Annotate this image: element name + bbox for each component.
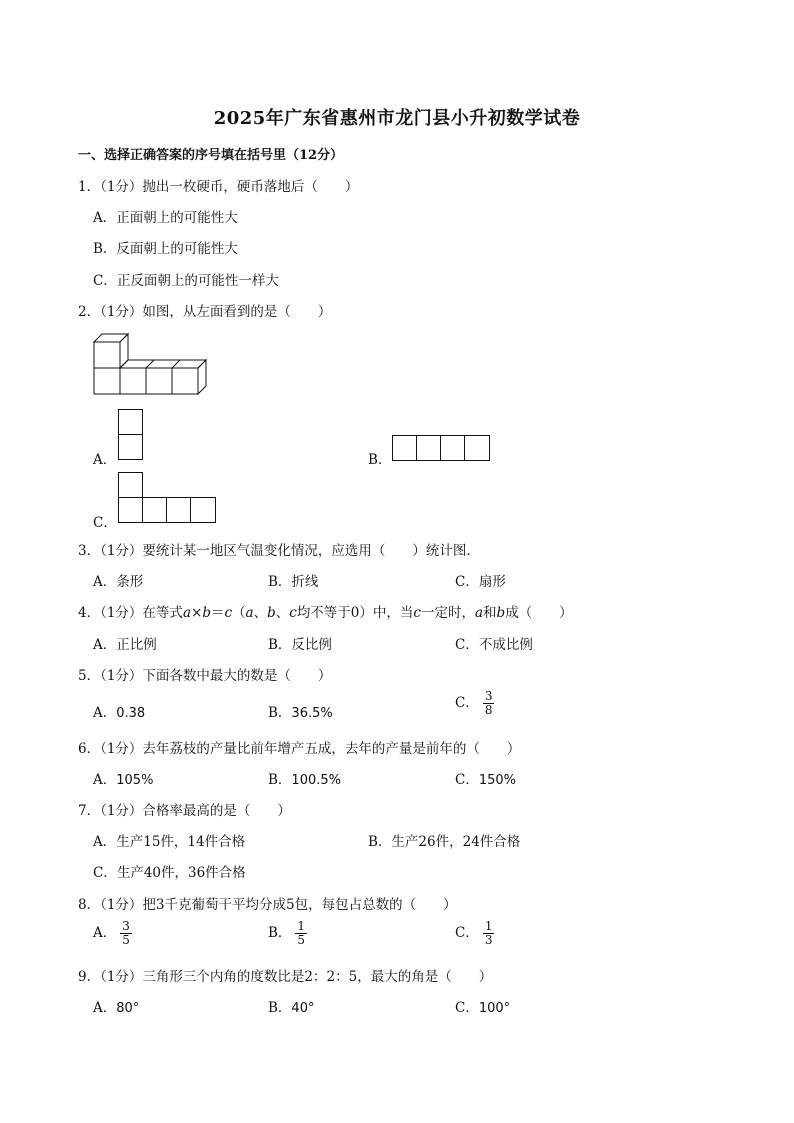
question-1-option-b[interactable]: B．反面朝上的可能性大 [93, 241, 238, 257]
fraction: $\frac{3}{5}$ [122, 919, 130, 947]
question-3-option-b[interactable]: B．折线 [268, 574, 319, 590]
question-5-option-c[interactable]: C． $\frac{3}{8}$ [455, 689, 493, 717]
question-4-option-c[interactable]: C．不成比例 [455, 637, 533, 653]
page-title: 2025年广东省惠州市龙门县小升初数学试卷 [213, 108, 581, 129]
question-7-option-c[interactable]: C．生产40件，36件合格 [93, 865, 246, 881]
option-b-figure [392, 435, 492, 461]
question-4-option-b[interactable]: B．反比例 [268, 637, 332, 653]
question-8-option-a[interactable]: A． $\frac{3}{5}$ [93, 919, 130, 947]
cube-stack-figure [92, 330, 214, 398]
question-4-stem: 4．（1分）在等式a×b＝c（a、b、c均不等于0）中，当c一定时，a和b成（ ） [78, 605, 573, 621]
question-5-option-a[interactable]: A．0.38 [93, 705, 146, 721]
question-5-option-b[interactable]: B．36.5% [268, 705, 333, 721]
question-3-option-c[interactable]: C．扇形 [455, 574, 506, 590]
question-1-stem: 1．（1分）抛出一枚硬币，硬币落地后（ ） [78, 179, 359, 195]
question-2-option-c[interactable]: C． [93, 515, 117, 531]
question-6-option-b[interactable]: B．100.5% [268, 772, 341, 788]
option-a-figure [118, 409, 144, 461]
question-8-stem: 8．（1分）把3千克葡萄干平均分成5包，每包占总数的（ ） [78, 897, 457, 913]
fraction: $\frac{1}{5}$ [297, 919, 306, 947]
question-9-option-b[interactable]: B．40° [268, 1000, 315, 1016]
question-9-option-a[interactable]: A．80° [93, 1000, 140, 1016]
fraction: $\frac{1}{3}$ [484, 919, 493, 947]
question-8-option-c[interactable]: C． $\frac{1}{3}$ [455, 919, 493, 947]
question-4-option-a[interactable]: A．正比例 [93, 637, 157, 653]
question-9-option-c[interactable]: C．100° [455, 1000, 511, 1016]
question-7-stem: 7．（1分）合格率最高的是（ ） [78, 803, 291, 819]
question-1-option-c[interactable]: C．正反面朝上的可能性一样大 [93, 273, 279, 289]
question-7-option-b[interactable]: B．生产26件，24件合格 [368, 834, 521, 850]
question-3-stem: 3．（1分）要统计某一地区气温变化情况，应选用（ ）统计图． [78, 543, 480, 559]
option-c-figure [118, 472, 218, 524]
question-2-option-b[interactable]: B． [368, 452, 392, 468]
question-6-option-c[interactable]: C．150% [455, 772, 517, 788]
question-2-stem: 2．（1分）如图，从左面看到的是（ ） [78, 304, 332, 320]
question-8-option-b[interactable]: B． $\frac{1}{5}$ [268, 919, 306, 947]
question-2-option-a[interactable]: A． [93, 452, 117, 468]
fraction: $\frac{3}{8}$ [484, 689, 493, 717]
section-heading: 一、选择正确答案的序号填在括号里（12分） [78, 148, 344, 163]
question-3-option-a[interactable]: A．条形 [93, 574, 144, 590]
question-6-option-a[interactable]: A．105% [93, 772, 154, 788]
question-7-option-a[interactable]: A．生产15件，14件合格 [93, 834, 246, 850]
question-5-stem: 5．（1分）下面各数中最大的数是（ ） [78, 668, 332, 684]
question-9-stem: 9．（1分）三角形三个内角的度数比是2：2：5，最大的角是（ ） [78, 969, 493, 985]
question-6-stem: 6．（1分）去年荔枝的产量比前年增产五成，去年的产量是前年的（ ） [78, 741, 521, 757]
question-1-option-a[interactable]: A．正面朝上的可能性大 [93, 210, 238, 226]
